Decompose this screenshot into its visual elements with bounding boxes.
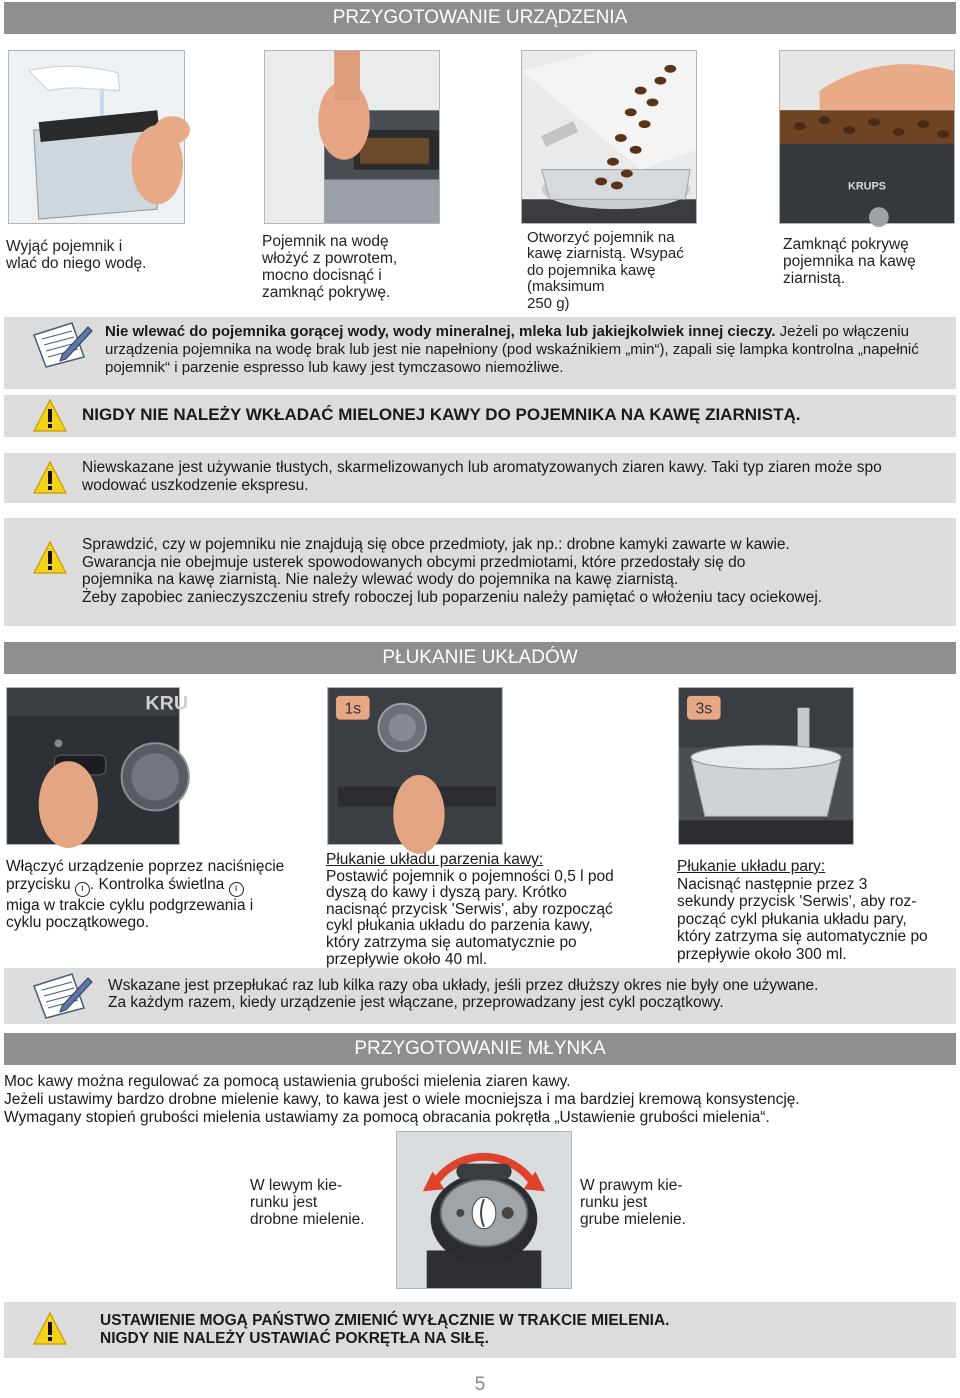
warning-line: USTAWIENIE MOGĄ PAŃSTWO ZMIENIĆ WYŁĄCZNIE W TRAKCIE MIELENIA. (100, 1312, 670, 1329)
caption-fragment: . Kontrolka świetlna (89, 875, 229, 893)
duration-badge: 1s (344, 700, 362, 718)
note-box-rinse (4, 968, 956, 1024)
caption-title: Płukanie układu pary: (677, 858, 826, 875)
caption-title: Płukanie układu parzenia kawy: (326, 851, 544, 868)
photo-fill-coffee-beans (521, 50, 697, 224)
warning-line: NIGDY NIE NALEŻY USTAWIAĆ POKRĘTŁA NA SIŁĘ. (100, 1329, 489, 1347)
duration-badge: 3s (695, 700, 713, 718)
section-header-grinder: PRZYGOTOWANIE MŁYNKA (4, 1033, 956, 1065)
photo-service-button-3s (678, 687, 854, 845)
note-line: Wskazane jest przepłukać raz lub kilka razy oba układy, jeśli przez dłuższy okres nie były one używane. (108, 977, 819, 994)
grind-left-label: W lewym kie- runku jest drobne mielenie. (250, 1177, 365, 1228)
note-water-bold: Nie wlewać do pojemnika gorącej wody, wody mineralnej, mleka lub jakiejkolwiek innej cieczy. (105, 323, 776, 340)
grinder-intro-line: Wymagany stopień grubości mielenia ustawiamy za pomocą obracania pokrętła „Ustawienie grubości mielenia“. (4, 1109, 770, 1126)
note-line: Za każdym razem, kiedy urządzenie jest włączane, przeprowadzany jest cykl początkowy. (108, 993, 724, 1011)
grinder-intro-line: Jeżeli ustawimy bardzo drobne mielenie kawy, to kawa jest o wiele mocniejsza i ma bardziej kremową konsystencję. (4, 1091, 800, 1108)
caption-line: miga w trakcie cyklu podgrzewania i cyklu początkowego. (6, 896, 254, 931)
brand-logo-text: KRUPS (847, 180, 887, 193)
section-header-rinsing: PŁUKANIE UKŁADÓW (4, 642, 956, 674)
warning-foreign-objects-text (82, 536, 950, 606)
warning-line: Gwarancja nie obejmuje usterek spowodowanych obcymi przedmiotami, które przedostały się do (82, 553, 746, 571)
caption-line: Włączyć urządzenie poprzez naciśnięcie (6, 858, 285, 875)
photo-service-button-1s (327, 687, 503, 845)
photo-power-button (6, 687, 189, 845)
warning-box-oily-beans (4, 453, 956, 503)
photo-remove-water-tank (8, 50, 185, 224)
warning-ground-coffee-text: NIGDY NIE NALEŻY WKŁADAĆ MIELONEJ KAWY DO POJEMNIKA NA KAWĘ ZIARNISTĄ. (82, 405, 801, 424)
warning-icon (32, 460, 68, 496)
caption-rinse-steam (677, 858, 959, 964)
power-icon: ı (75, 882, 90, 897)
warning-line: Sprawdzić, czy w pojemniku nie znajdują się obce przedmioty, jak np.: drobne kamyki zawarte w kawie. (82, 536, 790, 553)
caption-fragment: przycisku (6, 875, 75, 893)
photo-grind-dial (396, 1131, 572, 1289)
caption-step-1: Wyjąć pojemnik i wlać do niego wodę. (6, 238, 147, 272)
caption-line-icons (6, 876, 306, 897)
page-number: 5 (474, 1374, 486, 1395)
photo-insert-water-tank (264, 50, 440, 224)
warning-line: Żeby zapobiec zanieczyszczeniu strefy roboczej lub poparzeniu należy pamiętać o włożeniu tacy ociekowej. (82, 588, 823, 606)
brand-fragment: KRU (145, 692, 189, 715)
power-icon: ı (229, 882, 244, 897)
caption-body: Nacisnąć następnie przez 3 sekundy przycisk 'Serwis', aby roz- począć cykl płukania układu pary, który zatrzyma się automatycznie po przepływie około 300 ml. (677, 875, 928, 963)
caption-step-3: Otworzyć pojemnik na kawę ziarnistą. Wsypać do pojemnika kawę (maksimum 250 g) (527, 229, 684, 312)
photo-close-bean-lid (779, 50, 955, 224)
caption-body: Postawić pojemnik o pojemności 0,5 l pod dyszą do kawy i dyszą pary. Krótko nacisnąć przycisk 'Serwis', aby rozpocząć cykl płukania układu do parzenia kawy, który zatrzyma się automatycznie po przepływie około 40 ml. (326, 867, 614, 968)
note-water-text (105, 323, 951, 377)
warning-box-ground-coffee (4, 395, 956, 437)
note-pencil-icon (32, 321, 92, 369)
warning-adjust-text (100, 1312, 950, 1347)
warning-box-foreign-objects (4, 518, 956, 626)
caption-step-4: Zamknąć pokrywę pojemnika na kawę ziarnistą. (783, 236, 916, 287)
warning-oily-beans-text: Niewskazane jest używanie tłustych, skarmelizowanych lub aromatyzowanych ziaren kawy. Taki typ ziaren może spo wodować uszkodzenie ekspresu. (82, 459, 882, 494)
warning-icon (32, 540, 68, 576)
caption-step-2: Pojemnik na wodę włożyć z powrotem, mocno docisnąć i zamknąć pokrywę. (262, 233, 398, 301)
warning-box-adjust-while-grinding (4, 1302, 956, 1358)
caption-rinse-coffee (326, 852, 656, 968)
grind-right-label: W prawym kie- runku jest grube mielenie. (580, 1177, 686, 1228)
warning-icon (32, 398, 68, 434)
warning-line: pojemnika na kawę ziarnistą. Nie należy wlewać wody do pojemnika na kawę ziarnistą. (82, 571, 679, 588)
note-pencil-icon (32, 972, 92, 1020)
section-header-preparation: PRZYGOTOWANIE URZĄDZENIA (4, 2, 956, 34)
grinder-intro-text (4, 1073, 954, 1127)
note-water-rest: Jeżeli po włączeniu urządzenia pojemnika na wodę brak lub jest nie napełniony (pod wskaźnikiem „min“), zapali się lampka kontrolna „napełnić pojemnik“ i parzenie espresso lub kawy jest tymczasowo niemożliwe. (105, 323, 919, 376)
note-box-water (4, 317, 956, 389)
warning-icon (32, 1311, 68, 1347)
caption-power-on (6, 858, 306, 932)
grinder-intro-line: Moc kawy można regulować za pomocą ustawienia grubości mielenia ziaren kawy. (4, 1073, 571, 1090)
note-rinse-text (108, 978, 954, 1011)
